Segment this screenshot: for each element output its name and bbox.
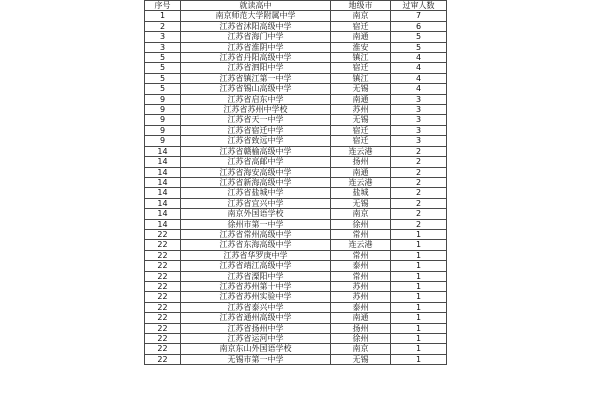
cell-city: 扬州 <box>331 157 391 167</box>
cell-school: 江苏省天一中学 <box>181 115 331 125</box>
cell-school: 江苏省海门中学 <box>181 32 331 42</box>
cell-city: 扬州 <box>331 323 391 333</box>
table-row <box>145 73 447 83</box>
cell-count: 2 <box>391 167 447 177</box>
cell-count: 1 <box>391 323 447 333</box>
cell-rank: 14 <box>145 209 181 219</box>
cell-city: 苏州 <box>331 281 391 291</box>
cell-school: 江苏省东海高级中学 <box>181 240 331 250</box>
cell-rank: 22 <box>145 292 181 302</box>
cell-rank: 22 <box>145 354 181 364</box>
cell-school: 江苏省丹阳高级中学 <box>181 53 331 63</box>
table-row <box>145 115 447 125</box>
table-row <box>145 261 447 271</box>
table-row <box>145 63 447 73</box>
cell-city: 盐城 <box>331 188 391 198</box>
cell-school: 江苏省宿迁中学 <box>181 125 331 135</box>
cell-count: 1 <box>391 271 447 281</box>
cell-count: 1 <box>391 354 447 364</box>
cell-city: 连云港 <box>331 177 391 187</box>
table-row <box>145 302 447 312</box>
cell-count: 2 <box>391 157 447 167</box>
cell-rank: 14 <box>145 188 181 198</box>
cell-count: 5 <box>391 32 447 42</box>
table-row <box>145 53 447 63</box>
cell-rank: 22 <box>145 250 181 260</box>
cell-city: 宿迁 <box>331 63 391 73</box>
cell-count: 4 <box>391 53 447 63</box>
cell-school: 江苏省靖江高级中学 <box>181 261 331 271</box>
cell-count: 1 <box>391 261 447 271</box>
table-row <box>145 292 447 302</box>
cell-rank: 9 <box>145 125 181 135</box>
table-row <box>145 105 447 115</box>
cell-school: 江苏省锡山高级中学 <box>181 84 331 94</box>
cell-rank: 5 <box>145 53 181 63</box>
cell-city: 宿迁 <box>331 21 391 31</box>
cell-rank: 9 <box>145 105 181 115</box>
table-row <box>145 146 447 156</box>
table-header <box>145 1 447 11</box>
cell-count: 3 <box>391 94 447 104</box>
table-row <box>145 94 447 104</box>
cell-school: 江苏省镇江第一中学 <box>181 73 331 83</box>
table-row <box>145 11 447 21</box>
table-row <box>145 209 447 219</box>
cell-count: 1 <box>391 250 447 260</box>
cell-count: 2 <box>391 177 447 187</box>
cell-city: 连云港 <box>331 146 391 156</box>
cell-school: 江苏省宜兴中学 <box>181 198 331 208</box>
table-row <box>145 42 447 52</box>
table-row <box>145 167 447 177</box>
header-school: 就读高中 <box>181 1 331 11</box>
table-row <box>145 219 447 229</box>
cell-rank: 3 <box>145 42 181 52</box>
cell-city: 常州 <box>331 271 391 281</box>
cell-school: 江苏省淮阴中学 <box>181 42 331 52</box>
cell-city: 无锡 <box>331 354 391 364</box>
cell-rank: 2 <box>145 21 181 31</box>
cell-school: 江苏省泗阳中学 <box>181 63 331 73</box>
cell-count: 6 <box>391 21 447 31</box>
cell-school: 江苏省苏州第十中学 <box>181 281 331 291</box>
cell-school: 江苏省盐城中学 <box>181 188 331 198</box>
cell-city: 镇江 <box>331 53 391 63</box>
cell-rank: 22 <box>145 302 181 312</box>
cell-city: 南京 <box>331 11 391 21</box>
header-city: 地级市 <box>331 1 391 11</box>
header-rank: 序号 <box>145 1 181 11</box>
table-row <box>145 281 447 291</box>
cell-city: 南通 <box>331 94 391 104</box>
cell-school: 南京师范大学附属中学 <box>181 11 331 21</box>
cell-rank: 22 <box>145 229 181 239</box>
table-row <box>145 32 447 42</box>
cell-school: 江苏省溧阳中学 <box>181 271 331 281</box>
cell-rank: 22 <box>145 313 181 323</box>
cell-count: 2 <box>391 219 447 229</box>
cell-school: 江苏省苏州中学校 <box>181 105 331 115</box>
cell-rank: 22 <box>145 323 181 333</box>
cell-school: 江苏省运河中学 <box>181 334 331 344</box>
cell-rank: 5 <box>145 63 181 73</box>
cell-count: 1 <box>391 229 447 239</box>
cell-count: 5 <box>391 42 447 52</box>
cell-city: 南通 <box>331 167 391 177</box>
table-body <box>145 11 447 365</box>
cell-school: 江苏省高邮中学 <box>181 157 331 167</box>
cell-count: 1 <box>391 292 447 302</box>
cell-count: 1 <box>391 334 447 344</box>
cell-school: 江苏省华罗庚中学 <box>181 250 331 260</box>
cell-city: 宿迁 <box>331 125 391 135</box>
cell-count: 1 <box>391 302 447 312</box>
cell-rank: 9 <box>145 136 181 146</box>
cell-school: 江苏省苏州实验中学 <box>181 292 331 302</box>
cell-school: 南京东山外国语学校 <box>181 344 331 354</box>
header-count: 过审人数 <box>391 1 447 11</box>
table-row <box>145 21 447 31</box>
cell-rank: 14 <box>145 198 181 208</box>
cell-city: 泰州 <box>331 302 391 312</box>
cell-city: 无锡 <box>331 198 391 208</box>
cell-count: 3 <box>391 136 447 146</box>
cell-school: 江苏省海安高级中学 <box>181 167 331 177</box>
school-ranking-table <box>144 0 447 365</box>
cell-count: 3 <box>391 125 447 135</box>
cell-city: 徐州 <box>331 219 391 229</box>
cell-count: 7 <box>391 11 447 21</box>
cell-city: 南京 <box>331 344 391 354</box>
cell-count: 2 <box>391 146 447 156</box>
cell-school: 江苏省通州高级中学 <box>181 313 331 323</box>
cell-city: 无锡 <box>331 84 391 94</box>
cell-rank: 22 <box>145 344 181 354</box>
table-row <box>145 354 447 364</box>
table-row <box>145 271 447 281</box>
cell-city: 镇江 <box>331 73 391 83</box>
cell-school: 江苏省泰兴中学 <box>181 302 331 312</box>
cell-count: 1 <box>391 240 447 250</box>
cell-city: 常州 <box>331 229 391 239</box>
cell-count: 1 <box>391 281 447 291</box>
cell-city: 徐州 <box>331 334 391 344</box>
cell-school: 江苏省沭阳高级中学 <box>181 21 331 31</box>
cell-school: 无锡市第一中学 <box>181 354 331 364</box>
cell-rank: 14 <box>145 177 181 187</box>
cell-city: 宿迁 <box>331 136 391 146</box>
cell-rank: 14 <box>145 167 181 177</box>
table-row <box>145 250 447 260</box>
cell-city: 常州 <box>331 250 391 260</box>
cell-count: 2 <box>391 209 447 219</box>
cell-school: 江苏省常州高级中学 <box>181 229 331 239</box>
cell-count: 2 <box>391 188 447 198</box>
cell-rank: 3 <box>145 32 181 42</box>
cell-count: 2 <box>391 198 447 208</box>
cell-city: 淮安 <box>331 42 391 52</box>
cell-city: 苏州 <box>331 105 391 115</box>
table-row <box>145 229 447 239</box>
table-row <box>145 344 447 354</box>
table-row <box>145 198 447 208</box>
cell-count: 4 <box>391 73 447 83</box>
cell-school: 江苏省启东中学 <box>181 94 331 104</box>
cell-school: 江苏省赣榆高级中学 <box>181 146 331 156</box>
cell-rank: 5 <box>145 84 181 94</box>
cell-rank: 9 <box>145 115 181 125</box>
table-row <box>145 177 447 187</box>
table-row <box>145 84 447 94</box>
table-row <box>145 323 447 333</box>
cell-count: 3 <box>391 115 447 125</box>
cell-rank: 22 <box>145 281 181 291</box>
cell-count: 3 <box>391 105 447 115</box>
cell-city: 南通 <box>331 313 391 323</box>
cell-rank: 14 <box>145 146 181 156</box>
cell-rank: 14 <box>145 219 181 229</box>
cell-rank: 22 <box>145 334 181 344</box>
cell-rank: 1 <box>145 11 181 21</box>
header-row <box>145 1 447 11</box>
cell-school: 江苏省致远中学 <box>181 136 331 146</box>
cell-school: 江苏省扬州中学 <box>181 323 331 333</box>
cell-school: 南京外国语学校 <box>181 209 331 219</box>
table-row <box>145 136 447 146</box>
cell-rank: 22 <box>145 271 181 281</box>
cell-city: 南京 <box>331 209 391 219</box>
cell-count: 4 <box>391 84 447 94</box>
cell-rank: 9 <box>145 94 181 104</box>
cell-city: 无锡 <box>331 115 391 125</box>
cell-city: 泰州 <box>331 261 391 271</box>
table-row <box>145 334 447 344</box>
cell-rank: 14 <box>145 157 181 167</box>
table-row <box>145 240 447 250</box>
cell-city: 连云港 <box>331 240 391 250</box>
cell-city: 苏州 <box>331 292 391 302</box>
cell-count: 4 <box>391 63 447 73</box>
school-ranking-sheet <box>144 0 446 365</box>
table-row <box>145 188 447 198</box>
cell-count: 1 <box>391 313 447 323</box>
cell-count: 1 <box>391 344 447 354</box>
cell-city: 南通 <box>331 32 391 42</box>
cell-rank: 22 <box>145 261 181 271</box>
table-row <box>145 125 447 135</box>
cell-rank: 22 <box>145 240 181 250</box>
cell-school: 徐州市第一中学 <box>181 219 331 229</box>
cell-rank: 5 <box>145 73 181 83</box>
cell-school: 江苏省新海高级中学 <box>181 177 331 187</box>
table-row <box>145 157 447 167</box>
table-row <box>145 313 447 323</box>
